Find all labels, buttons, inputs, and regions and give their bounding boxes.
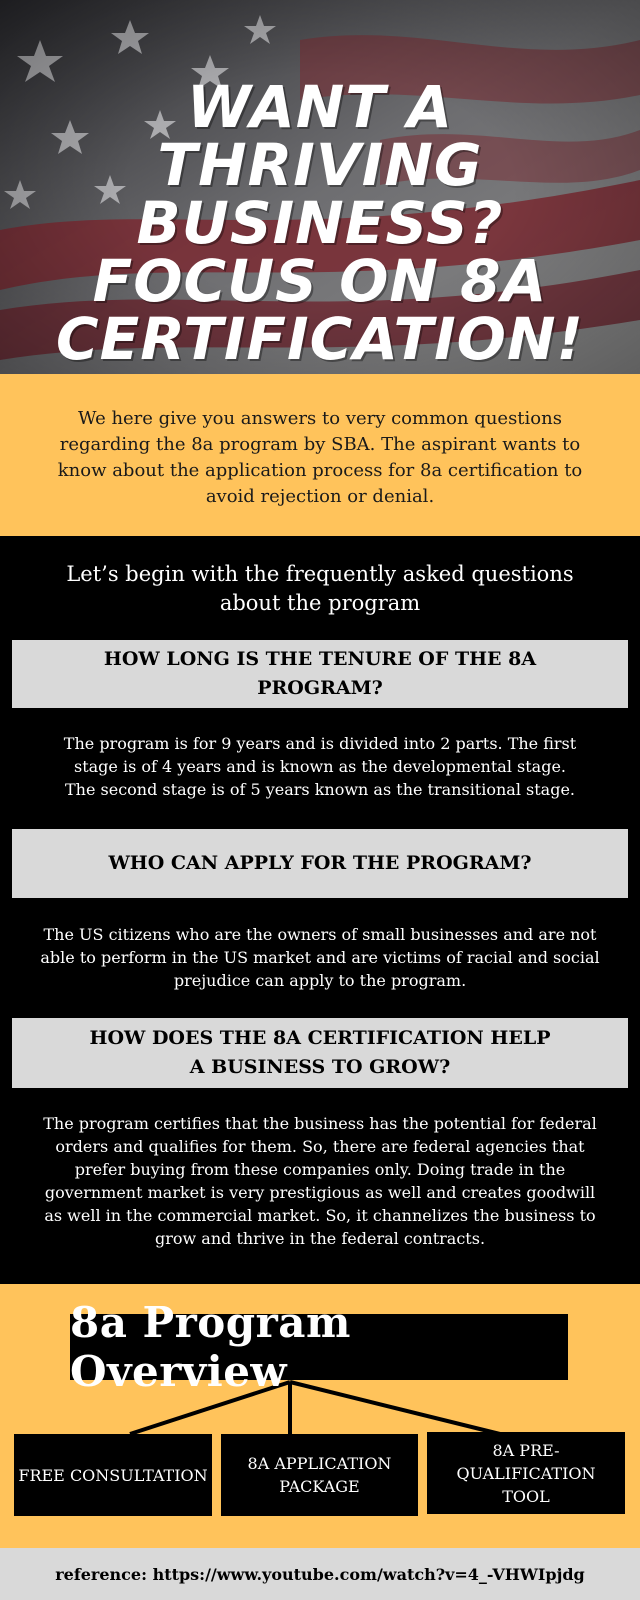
faq-answer-3: The program certifies that the business has the potential for federal orders and qualifies for them. So, there are federal agencies that prefer buying from these companies only. Doing trade in the government market is very prestigious as well and creates goodwill as well in the commercial market. So, it channelizes the business to grow and thrive in the federal contracts. bbox=[43, 1114, 597, 1248]
faq-section bbox=[0, 536, 640, 1284]
reference-footer bbox=[0, 1548, 640, 1600]
faq-lead-text: Let’s begin with the frequently asked questions about the program bbox=[66, 562, 574, 615]
reference-text: reference: https://www.youtube.com/watch?v=4_-VHWIpjdg bbox=[55, 1564, 585, 1584]
intro-section bbox=[0, 374, 640, 536]
overview-title: 8a Program Overview bbox=[70, 1314, 568, 1380]
faq-question-2: WHO CAN APPLY FOR THE PROGRAM? bbox=[12, 829, 628, 898]
faq-question-1: HOW LONG IS THE TENURE OF THE 8A PROGRAM? bbox=[12, 640, 628, 708]
overview-box-prequalification-tool: 8A PRE-QUALIFICATION TOOL bbox=[427, 1432, 625, 1514]
overview-box-application-package: 8A APPLICATION PACKAGE bbox=[221, 1434, 418, 1516]
program-overview-section bbox=[0, 1284, 640, 1548]
hero-title: WANT A THRIVING BUSINESS? FOCUS ON 8A CERTIFICATION! bbox=[56, 73, 584, 373]
faq-question-3: HOW DOES THE 8A CERTIFICATION HELP A BUSINESS TO GROW? bbox=[12, 1018, 628, 1088]
overview-box-free-consultation: FREE CONSULTATION bbox=[14, 1434, 212, 1516]
intro-text: We here give you answers to very common questions regarding the 8a program by SBA. The aspirant wants to know about the application process for 8a certification to avoid rejection or denial. bbox=[57, 408, 583, 507]
faq-answer-1: The program is for 9 years and is divided into 2 parts. The first stage is of 4 years and is known as the developmental stage. The second stage is of 5 years known as the transitional stage. bbox=[63, 734, 577, 799]
hero-banner bbox=[0, 0, 640, 374]
faq-answer-2: The US citizens who are the owners of small businesses and are not able to perform in the US market and are victims of racial and social prejudice can apply to the program. bbox=[40, 925, 600, 990]
